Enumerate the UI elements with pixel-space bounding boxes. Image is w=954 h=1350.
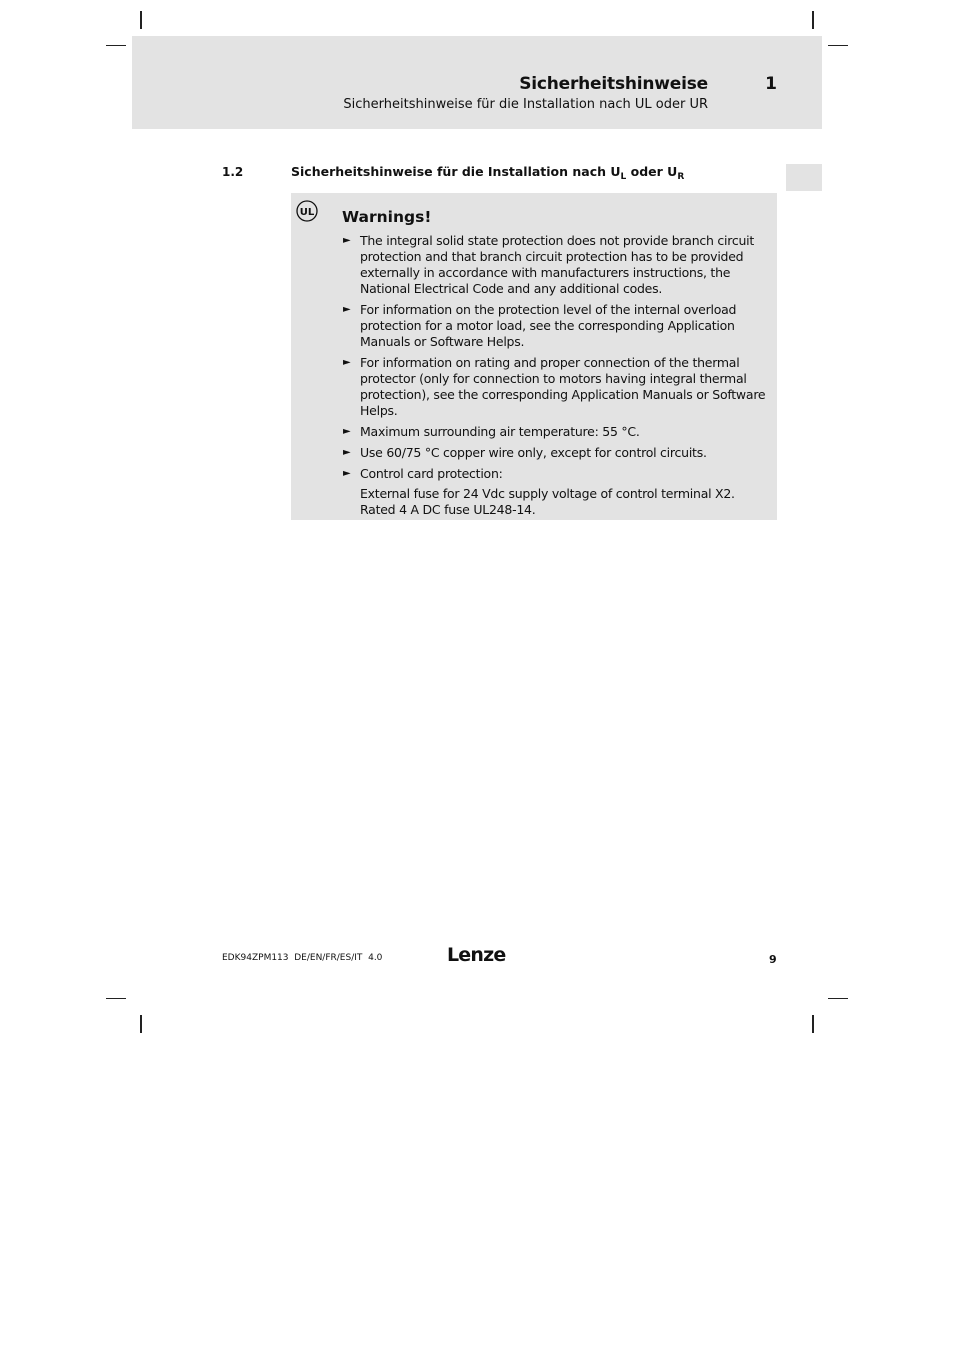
list-item [343,302,773,350]
list-item-text: Control card protection: [360,466,503,481]
section-title-main: Sicherheitshinweise für die Installation nach U [291,164,621,179]
crop-mark-bottom-right-h [828,998,848,999]
list-item-text: Maximum surrounding air temperature: 55 °C. [360,424,640,439]
warning-list [343,233,773,523]
section-number: 1.2 [222,165,244,179]
chapter-subtitle: Sicherheitshinweise für die Installation nach UL oder UR [343,97,708,112]
warning-heading: Warnings! [342,208,432,226]
section-title-subscript-l: L [620,172,627,182]
document-reference: EDK94ZPM113 DE/EN/FR/ES/IT 4.0 [222,953,383,963]
chapter-header [132,36,822,129]
list-item-text: Use 60/75 °C copper wire only, except for control circuits. [360,445,707,460]
ul-certification-icon [296,200,318,222]
triangle-bullet-icon: ► [343,357,351,368]
triangle-bullet-icon: ► [343,468,351,479]
chapter-number: 1 [765,74,777,94]
list-item-continuation: External fuse for 24 Vdc supply voltage of control terminal X2. Rated 4 A DC fuse UL248-14. [360,486,735,517]
lenze-logo: Lenze [447,944,506,966]
list-item [343,445,773,461]
page-number: 9 [769,953,777,966]
crop-mark-bottom-right [812,1015,814,1033]
list-item [343,466,773,518]
warning-box [291,193,777,520]
crop-mark-top-left [140,11,142,29]
list-item-text: For information on the protection level of the internal overload protection for a motor load, see the corresponding Application Manuals or Software Helps. [360,302,737,349]
list-item-text: The integral solid state protection does not provide branch circuit protection and that branch circuit protection has to be provided externally in accordance with manufacturers instructions, the National Electrical Code and any additional codes. [360,233,755,296]
list-item [343,355,773,419]
triangle-bullet-icon: ► [343,304,351,315]
section-title [291,164,684,182]
triangle-bullet-icon: ► [343,235,351,246]
triangle-bullet-icon: ► [343,426,351,437]
crop-mark-top-right-h [828,45,848,46]
chapter-title: Sicherheitshinweise [519,74,708,94]
triangle-bullet-icon: ► [343,447,351,458]
crop-mark-top-left-h [106,45,126,46]
list-item [343,233,773,297]
crop-mark-bottom-left [140,1015,142,1033]
section-title-or: oder U [626,164,678,179]
crop-mark-top-right [812,11,814,29]
list-item [343,424,773,440]
chapter-side-tab [786,164,822,191]
crop-mark-bottom-left-h [106,998,126,999]
section-title-subscript-r: R [677,172,685,182]
list-item-text: For information on rating and proper connection of the thermal protector (only for connection to motors having integral thermal protection), see the corresponding Application Manuals or Software Helps. [360,355,766,418]
ul-badge-text: UL [299,207,315,218]
